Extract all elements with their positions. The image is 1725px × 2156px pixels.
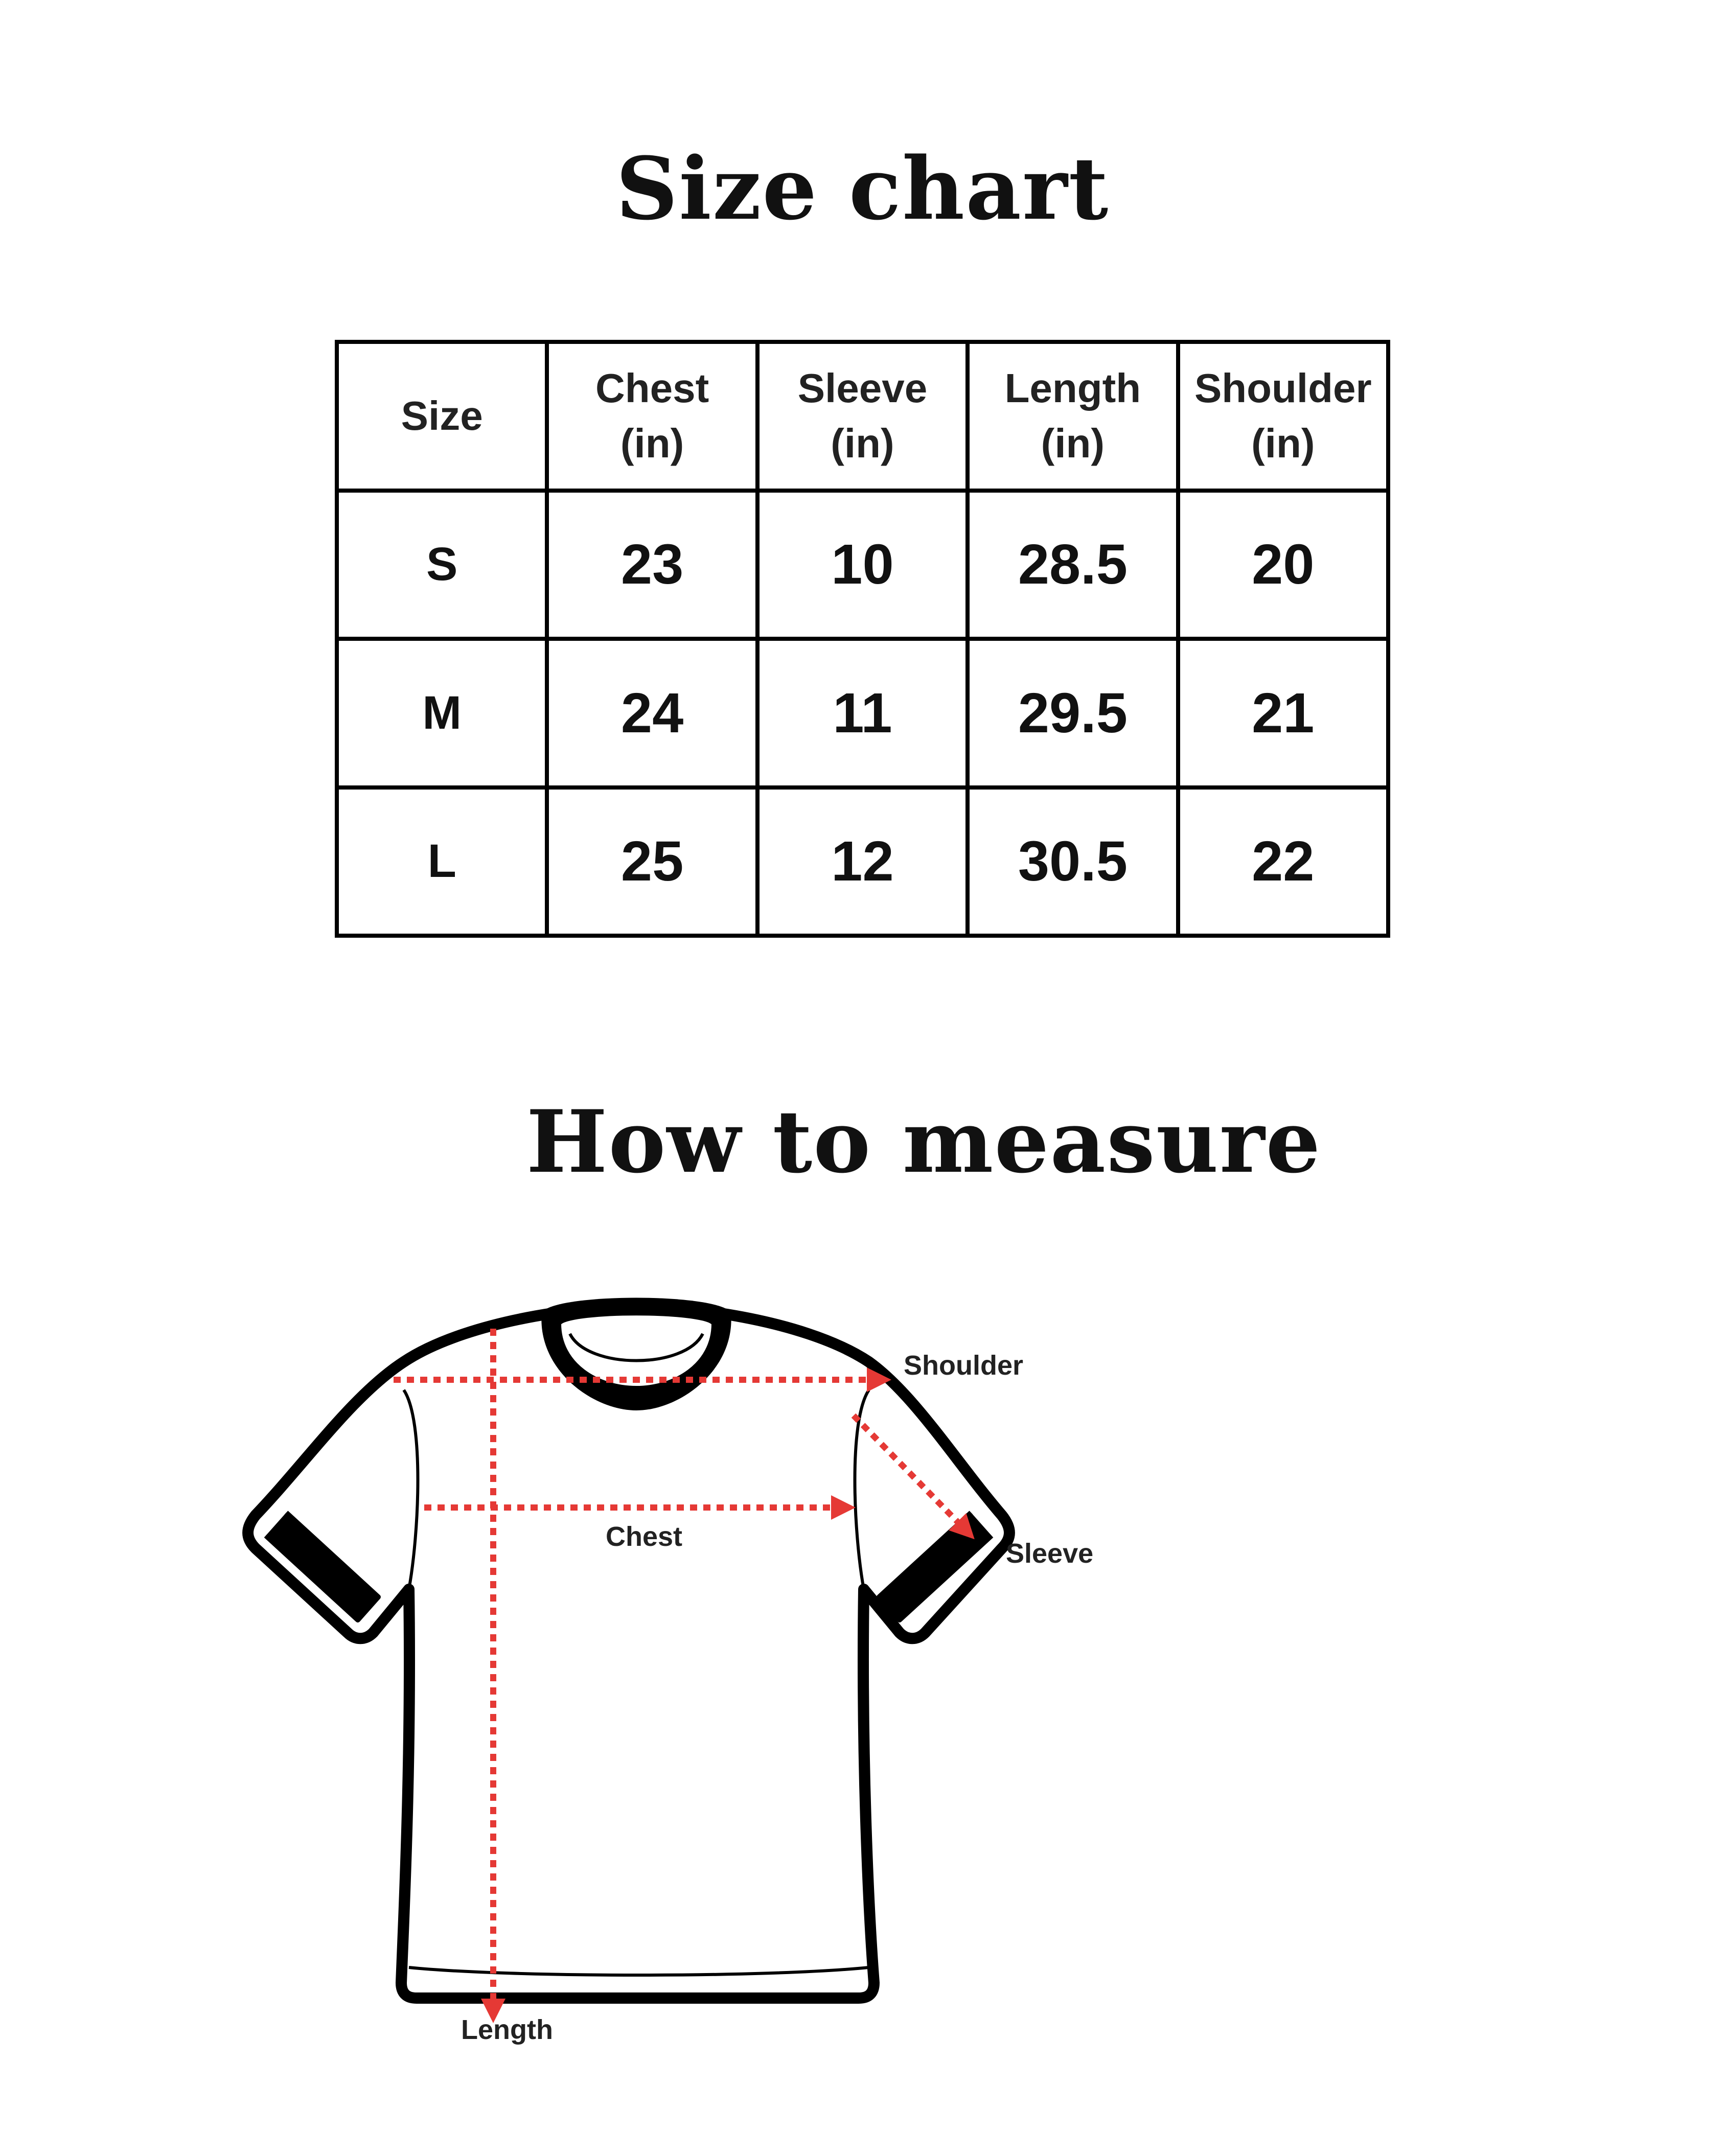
header-shoulder-unit: (in) xyxy=(1251,421,1315,467)
sleeve-label: Sleeve xyxy=(1006,1538,1094,1569)
how-to-measure-title: How to measure xyxy=(526,1091,1322,1192)
cell-length: 29.5 xyxy=(968,639,1178,787)
cell-sleeve: 11 xyxy=(757,639,968,787)
table-row xyxy=(337,491,1388,639)
size-chart-title: Size chart xyxy=(615,138,1110,239)
cell-shoulder: 21 xyxy=(1178,639,1388,787)
header-size-name: Size xyxy=(401,393,483,439)
tshirt-outline xyxy=(248,1313,1009,1998)
header-sleeve-unit: (in) xyxy=(831,421,894,467)
table-row xyxy=(337,787,1388,936)
cell-shoulder: 20 xyxy=(1178,491,1388,639)
cell-length: 28.5 xyxy=(968,491,1178,639)
table-header-row xyxy=(337,342,1388,491)
cell-size: S xyxy=(337,491,547,639)
header-chest-name: Chest xyxy=(595,365,709,411)
header-chest xyxy=(547,342,757,491)
shoulder-label: Shoulder xyxy=(904,1350,1024,1381)
tshirt-measure-diagram xyxy=(0,1252,1725,2156)
cell-chest: 23 xyxy=(547,491,757,639)
header-length xyxy=(968,342,1178,491)
cell-shoulder: 22 xyxy=(1178,787,1388,936)
header-chest-unit: (in) xyxy=(620,421,684,467)
cell-length: 30.5 xyxy=(968,787,1178,936)
cell-chest: 24 xyxy=(547,639,757,787)
cell-sleeve: 10 xyxy=(757,491,968,639)
cell-size: M xyxy=(337,639,547,787)
length-label: Length xyxy=(461,2014,553,2045)
chest-label: Chest xyxy=(606,1521,683,1552)
size-chart-table xyxy=(335,340,1390,938)
header-shoulder xyxy=(1178,342,1388,491)
header-sleeve-name: Sleeve xyxy=(797,365,928,411)
header-length-name: Length xyxy=(1004,365,1141,411)
table-row xyxy=(337,639,1388,787)
header-length-unit: (in) xyxy=(1041,421,1105,467)
cell-chest: 25 xyxy=(547,787,757,936)
header-shoulder-name: Shoulder xyxy=(1194,365,1372,411)
cell-size: L xyxy=(337,787,547,936)
header-size xyxy=(337,342,547,491)
cell-sleeve: 12 xyxy=(757,787,968,936)
header-sleeve xyxy=(757,342,968,491)
